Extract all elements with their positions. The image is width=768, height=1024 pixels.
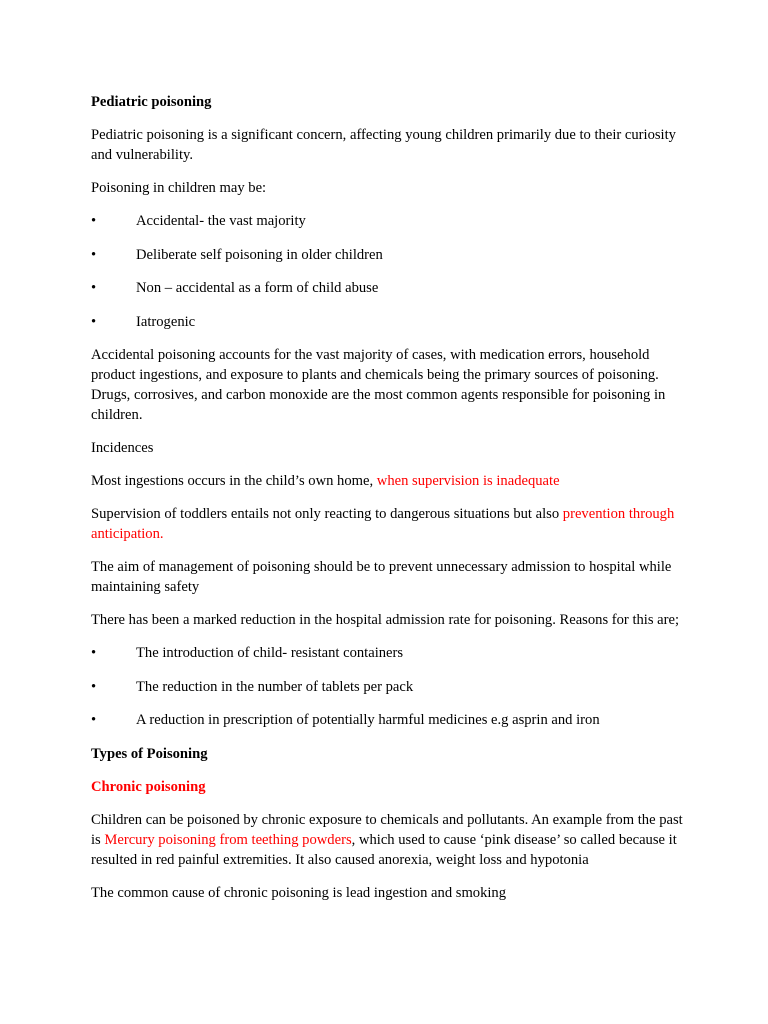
chronic-paragraph xyxy=(91,810,683,870)
list-item-text: Accidental- the vast majority xyxy=(136,213,306,229)
list-item xyxy=(91,278,683,298)
chronic-highlight: Mercury poisoning from teething powders xyxy=(104,831,352,848)
list-item xyxy=(91,245,683,265)
bullet-icon: • xyxy=(91,246,97,263)
bullet-icon: • xyxy=(91,645,97,661)
types-heading: Types of Poisoning xyxy=(91,745,208,762)
ingestions-highlight: when supervision is inadequate xyxy=(376,473,560,489)
reduction-paragraph: There has been a marked reduction in the hospital admission rate for poisoning. Reasons for this are; xyxy=(91,612,680,628)
list-item-text: A reduction in prescription of potentially harmful medicines e.g asprin and iron xyxy=(136,712,600,728)
bullet-icon: • xyxy=(91,213,97,229)
list-item xyxy=(91,643,683,663)
list-item-text: The introduction of child- resistant containers xyxy=(136,645,404,661)
chronic-text-before: Children can be poisoned by chronic exposure to chemicals and pollutants. An example from the past is xyxy=(91,811,683,848)
bullet-icon: • xyxy=(91,280,97,296)
list-item xyxy=(91,312,683,332)
common-cause-paragraph: The common cause of chronic poisoning is lead ingestion and smoking xyxy=(91,884,507,901)
ingestions-paragraph xyxy=(91,471,683,491)
aim-paragraph: The aim of management of poisoning should be to prevent unnecessary admission to hospital while maintaining safety xyxy=(91,559,672,595)
document-page xyxy=(91,92,683,916)
reasons-list xyxy=(91,643,683,730)
supervision-text: Supervision of toddlers entails not only reacting to dangerous situations but also xyxy=(91,506,563,522)
list-item-text: Iatrogenic xyxy=(136,313,196,330)
ingestions-text: Most ingestions occurs in the child’s own home, xyxy=(91,473,377,489)
intro-paragraph: Pediatric poisoning is a significant concern, affecting young children primarily due to their curiosity and vulnerability. xyxy=(91,127,676,163)
accidental-paragraph: Accidental poisoning accounts for the vast majority of cases, with medication errors, household product ingestions, and exposure to plants and chemicals being the primary sources of poisoning. Drugs, corrosives, and carbon monoxide are the most common agents responsible for poisoning in children. xyxy=(91,347,666,423)
chronic-heading: Chronic poisoning xyxy=(91,778,206,795)
list-item xyxy=(91,677,683,697)
supervision-paragraph xyxy=(91,504,683,544)
list-item-text: Deliberate self poisoning in older children xyxy=(136,246,383,263)
page-title: Pediatric poisoning xyxy=(91,94,212,110)
list-item-text: Non – accidental as a form of child abuse xyxy=(136,280,379,296)
bullet-icon: • xyxy=(91,678,97,695)
may-be-label: Poisoning in children may be: xyxy=(91,180,267,196)
poisoning-types-list xyxy=(91,211,683,332)
list-item xyxy=(91,710,683,730)
incidences-heading: Incidences xyxy=(91,440,154,456)
supervision-highlight: prevention through anticipation. xyxy=(91,506,675,542)
list-item-text: The reduction in the number of tablets per pack xyxy=(136,678,414,695)
list-item xyxy=(91,211,683,231)
bullet-icon: • xyxy=(91,712,97,728)
chronic-text-after: , which used to cause ‘pink disease’ so called because it resulted in red painful extremities. It also caused anorexia, weight loss and hypotonia xyxy=(91,831,677,868)
bullet-icon: • xyxy=(91,313,97,330)
